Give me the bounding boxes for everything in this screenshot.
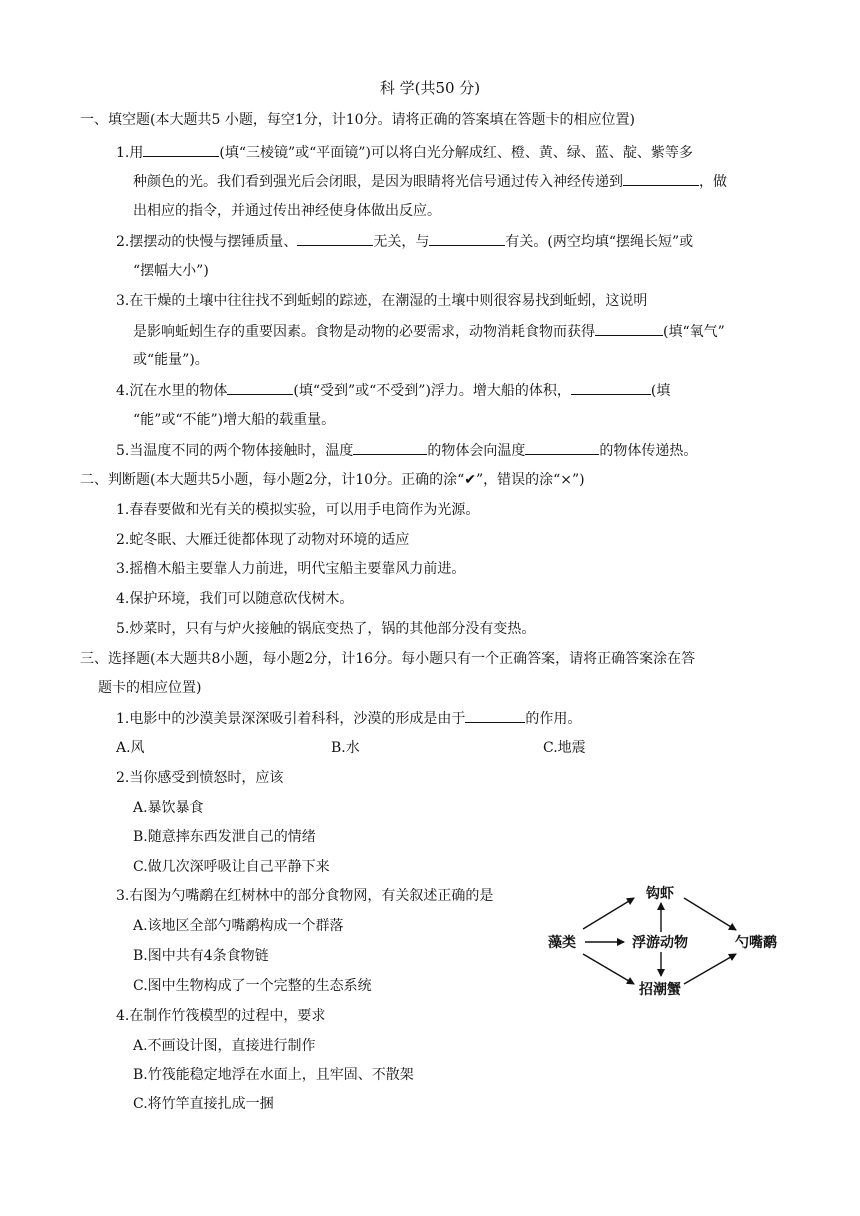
- s2-item: 3.摇橹木船主要靠人力前进，明代宝船主要靠风力前进。: [116, 561, 466, 577]
- s3-q2-option-c: C.做几次深呼吸让自己平静下来: [133, 859, 330, 875]
- s3-q4-option-a: A.不画设计图，直接进行制作: [133, 1038, 316, 1054]
- arrow-crab-spoonbill: [684, 954, 736, 984]
- section3-heading-line2: 题卡的相应位置): [98, 680, 202, 696]
- s1-q2-line2: “摆幅大小”): [133, 263, 209, 279]
- arrow-algae-shrimp: [583, 898, 634, 929]
- s1-q3-line1: 3.在干燥的土壤中往往找不到蚯蚓的踪迹，在潮湿的土壤中则很容易找到蚯蚓，这说明: [116, 293, 648, 309]
- s1-q1-line2: 种颜色的光。我们看到强光后会闭眼，是因为眼睛将光信号通过传入神经传递到 ，做: [133, 171, 727, 192]
- s2-item: 1.春春要做和光有关的模拟实验，可以用手电筒作为光源。: [116, 502, 480, 518]
- s3-q3-option-c: C.图中生物构成了一个完整的生态系统: [133, 978, 372, 994]
- s2-item: 4.保护环境，我们可以随意砍伐树木。: [116, 591, 354, 607]
- s3-q2-stem: 2.当你感受到愤怒时，应该: [116, 770, 284, 786]
- section1-heading: 一、填空题(本大题共5 小题，每空1分，计10分。请将正确的答案填在答题卡的相应位置): [80, 112, 636, 128]
- s3-q2-option-a: A.暴饮暴食: [133, 800, 204, 816]
- s3-q3-stem: 3.右图为勺嘴鹬在红树林中的部分食物网，有关叙述正确的是: [116, 888, 494, 904]
- section3-heading-line1: 三、选择题(本大题共8小题，每小题2分，计16分。每小题只有一个正确答案，请将正确答案涂在答: [80, 651, 696, 667]
- s3-q1-stem: 1.电影中的沙漠美景深深吸引着科科，沙漠的形成是由于 的作用。: [116, 708, 581, 729]
- arrow-algae-crab: [583, 954, 634, 984]
- s3-q4-option-b: B.竹筏能稳定地浮在水面上，且牢固、不散架: [133, 1067, 414, 1083]
- s3-q1-option-b: B.水: [331, 740, 360, 756]
- s1-q4-line2: “能”或“不能”)增大船的载重量。: [133, 412, 336, 428]
- page-title: 科 学(共50 分): [379, 79, 481, 97]
- s1-q2-line1: 2.摆摆动的快慢与摆锤质量、 无关，与 有关。(两空均填“摆绳长短”或: [116, 231, 693, 252]
- s1-q3-line3: 或“能量”)。: [133, 352, 209, 368]
- s3-q3-option-b: B.图中共有4条食物链: [133, 948, 269, 964]
- s1-q3-line2: 是影响蚯蚓生存的重要因素。食物是动物的必要需求，动物消耗食物而获得 (填“氧气”: [133, 321, 725, 342]
- s2-item: 5.炒菜时，只有与炉火接触的锅底变热了，锅的其他部分没有变热。: [116, 621, 536, 637]
- node-spoonbill: 勺嘴鹬: [735, 935, 777, 951]
- section2-heading: 二、判断题(本大题共5小题，每小题2分，计10分。正确的涂“✔”，错误的涂“×”): [80, 472, 585, 488]
- s3-q3-option-a: A.该地区全部勺嘴鹬构成一个群落: [133, 918, 344, 934]
- s3-q4-option-c: C.将竹竿直接扎成一捆: [133, 1096, 274, 1112]
- node-crab: 招潮蟹: [639, 982, 681, 998]
- s1-q4-line1: 4.沉在水里的物体 (填“受到”或“不受到”)浮力。增大船的体积， (填: [116, 380, 670, 401]
- node-algae: 藻类: [548, 935, 576, 951]
- node-shrimp: 钩虾: [646, 886, 674, 902]
- node-plankton: 浮游动物: [632, 935, 688, 951]
- s2-item: 2.蛇冬眠、大雁迁徙都体现了动物对环境的适应: [116, 532, 410, 548]
- s1-q5-line1: 5.当温度不同的两个物体接触时，温度 的物体会向温度 的物体传递热。: [116, 440, 697, 461]
- s3-q1-option-c: C.地震: [543, 740, 586, 756]
- s1-q1-line3: 出相应的指令，并通过传出神经使身体做出反应。: [133, 203, 441, 219]
- s3-q4-stem: 4.在制作竹筏模型的过程中，要求: [116, 1008, 326, 1024]
- s3-q2-option-b: B.随意摔东西发泄自己的情绪: [133, 829, 316, 845]
- s3-q1-option-a: A.风: [116, 740, 145, 756]
- s1-q1-line1: 1.用 (填“三棱镜”或“平面镜”)可以将白光分解成红、橙、黄、绿、蓝、靛、紫等多: [116, 142, 693, 163]
- arrow-shrimp-spoonbill: [684, 898, 736, 930]
